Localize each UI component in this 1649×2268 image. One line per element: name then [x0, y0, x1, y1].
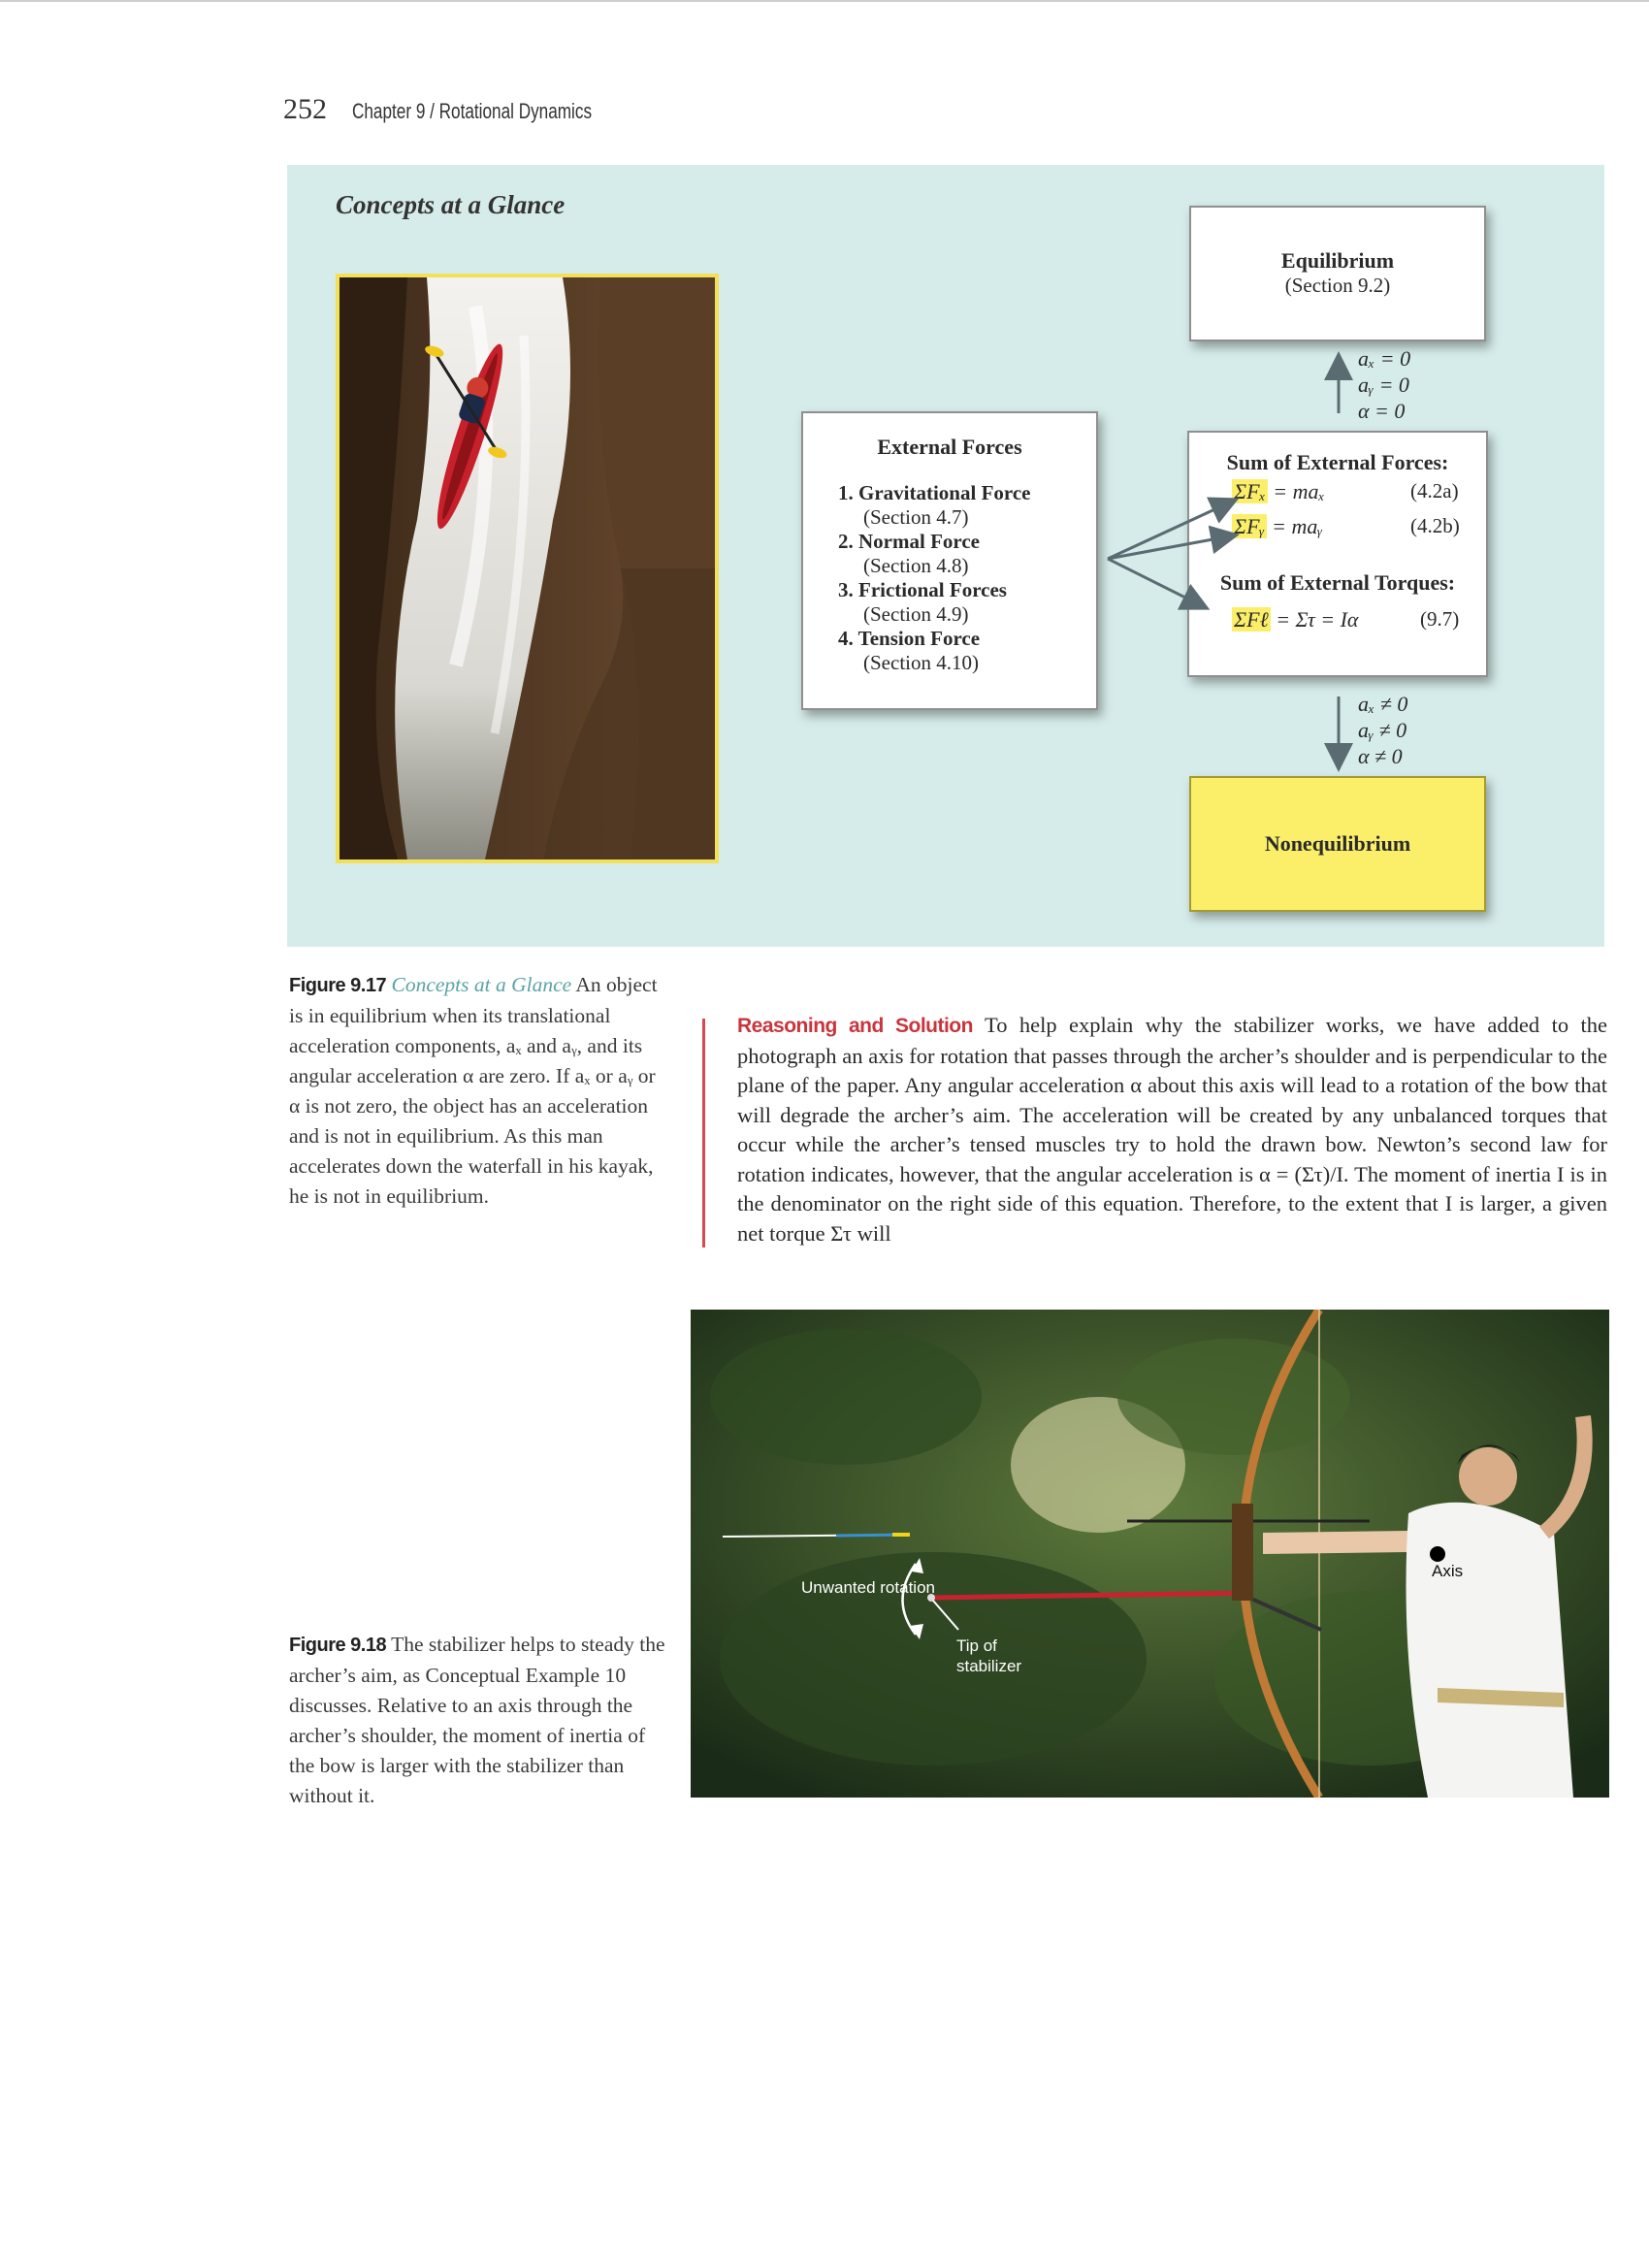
force-item-label: 3. Frictional Forces — [838, 578, 1007, 601]
equation-torque-rhs: = Στ = Iα — [1276, 607, 1359, 632]
concept-arrows — [287, 165, 1604, 947]
reasoning-text: To help explain why the stabilizer works, we have added to the photograph an axis for rotation that passes through the archer’s shoulder and is perpendicular to the plane of the paper. Any angular acceleration α about this axis will lead to a rotation of the bow that will degrade the archer’s aim. The acceleration will be created by any unbalanced torques that occur while the archer’s tensed muscles try to hold the drawn bow. Newton’s second law for rotation indicates, however, that the angular acceleration is α = (Στ)/I. The moment of inertia I is in the denominator on the right side of this equation. Therefore, to the extent that I is larger, a given net torque Στ will — [737, 1013, 1607, 1246]
force-item-label: 4. Tension Force — [838, 627, 981, 650]
concepts-panel — [287, 165, 1604, 947]
equation-fy-rhs: = maᵧ — [1272, 514, 1323, 538]
highlight-sum-fy: ΣFᵧ — [1234, 514, 1265, 538]
external-forces-title: External Forces — [877, 435, 1022, 459]
force-item-section: (Section 4.10) — [863, 651, 979, 674]
noneq-condition-alpha: α ≠ 0 — [1358, 744, 1403, 768]
reasoning-label: Reasoning and Solution — [737, 1015, 973, 1037]
figure-9-17-label: Figure 9.17 — [289, 975, 387, 996]
page-number: 252 — [283, 93, 327, 125]
arrow-to-torque — [1108, 559, 1205, 607]
figure-9-17-text: An object is in equilibrium when its translational acceleration components, aₓ and aᵧ, and its angular acceleration α are zero. If aₓ or aᵧ or α is not zero, the object has an acceleration and is not in equilibrium. As this man accelerates down the waterfall in his kayak, he is not in equilibrium. — [289, 973, 658, 1208]
reasoning-paragraph — [737, 1011, 1607, 1248]
force-item-label: 2. Normal Force — [838, 530, 980, 553]
figure-9-17-concept: Concepts at a Glance — [391, 973, 572, 996]
axis-label: Axis — [1432, 1562, 1464, 1580]
force-item-label: 1. Gravitational Force — [838, 481, 1031, 504]
equilibrium-section: (Section 9.2) — [1284, 274, 1391, 297]
force-item-section: (Section 4.9) — [863, 602, 969, 626]
arrow-to-fy — [1108, 535, 1234, 559]
equation-number-9-7: (9.7) — [1420, 607, 1460, 631]
highlight-sum-fx: ΣFₓ — [1234, 479, 1266, 503]
unwanted-rotation-label: Unwanted rotation — [801, 1578, 935, 1597]
sum-torques-title: Sum of External Torques: — [1219, 570, 1456, 595]
tip-of-stabilizer-label: Tip of stabilizer — [956, 1636, 1022, 1675]
equation-number-4-2b: (4.2b) — [1410, 514, 1460, 537]
noneq-condition-ax: aₓ ≠ 0 — [1358, 692, 1408, 716]
concepts-title: Concepts at a Glance — [336, 190, 566, 219]
axis-dot — [1430, 1546, 1445, 1562]
eq-condition-ax: aₓ = 0 — [1358, 346, 1411, 371]
figure-9-18-text: The stabilizer helps to steady the archer’s aim, as Conceptual Example 10 discusses. Relative to an axis through the archer’s shoulder, the moment of inertia of the bow is larger with the stabilizer than without it. — [289, 1633, 665, 1807]
sum-forces-title: Sum of External Forces: — [1226, 450, 1449, 474]
force-item-section: (Section 4.7) — [863, 505, 969, 529]
reasoning-margin-bar — [702, 1019, 705, 1247]
arrow-to-fx — [1108, 501, 1234, 559]
figure-9-18-label: Figure 9.18 — [289, 1635, 387, 1656]
chapter-title: Chapter 9 / Rotational Dynamics — [352, 99, 593, 123]
figure-9-18-caption — [289, 1630, 669, 1811]
force-item-section: (Section 4.8) — [863, 554, 969, 577]
running-header — [283, 93, 660, 132]
archer-photo — [691, 1310, 1609, 1798]
noneq-condition-ay: aᵧ ≠ 0 — [1358, 718, 1407, 742]
eq-condition-ay: aᵧ = 0 — [1358, 373, 1409, 397]
nonequilibrium-title: Nonequilibrium — [1264, 831, 1411, 856]
page-top-edge — [0, 0, 1649, 2]
equation-fx-rhs: = maₓ — [1273, 479, 1325, 503]
equilibrium-title: Equilibrium — [1280, 248, 1395, 273]
figure-9-17-caption — [289, 970, 669, 1212]
highlight-sum-torque: ΣFℓ — [1234, 607, 1269, 632]
equation-number-4-2a: (4.2a) — [1410, 479, 1459, 502]
eq-condition-alpha: α = 0 — [1358, 399, 1406, 423]
